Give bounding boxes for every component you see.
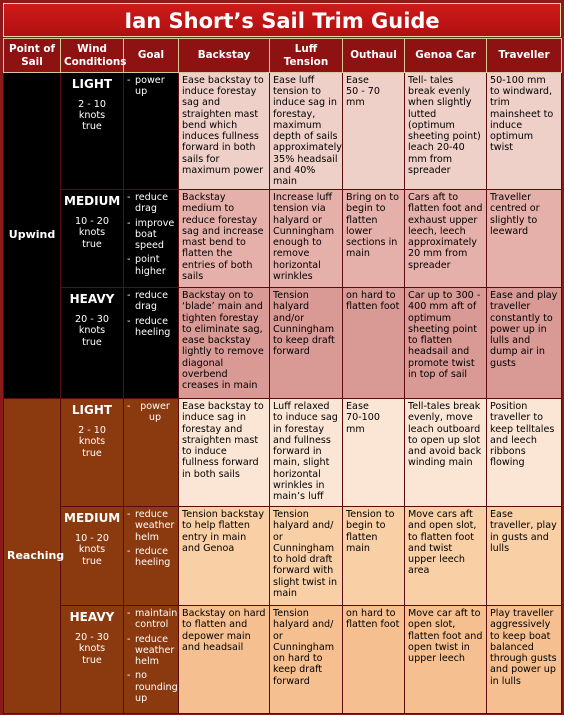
wind-conditions-cell (61, 606, 124, 714)
backstay-cell: Ease backstay to induce forestay sag and straighten mast bend which induces fullness forward in both sails for maximum power (179, 73, 270, 190)
goal-text: reduce drag (135, 192, 168, 215)
goal-item (127, 290, 175, 312)
bullet-dash: - (127, 75, 131, 86)
header-point-of-sail: Point of Sail (4, 39, 61, 73)
traveller-cell: Traveller centred or slightly to leeward (487, 190, 562, 288)
goal-list (127, 509, 175, 568)
backstay-cell: Backstay on hard to flatten and depower main and headsail (179, 606, 270, 714)
wind-knots: 2 - 10 knots true (78, 99, 106, 133)
genoa-car-cell: Car up to 300 - 400 mm aft of optimum sheeting point to flatten headsail and promote twist in top of sail (405, 288, 487, 399)
genoa-car-cell: Move car aft to open slot, flatten foot and open twist in upper leech (405, 606, 487, 714)
goal-item (127, 316, 175, 338)
luff-tension-cell: Luff relaxed to induce sag in forestay and fullness forward in main, slight horizontal wrinkles in main’s luff (270, 399, 343, 507)
traveller-cell: Ease traveller, play in gusts and lulls (487, 507, 562, 606)
bullet-dash: - (127, 254, 131, 266)
outhaul-cell: Ease 70-100 mm (343, 399, 405, 507)
goal-cell (124, 190, 179, 288)
genoa-car-cell: Tell-tales break evenly, move leach outboard to open up slot and avoid back winding main (405, 399, 487, 507)
table-row (4, 190, 562, 288)
goal-item (127, 254, 175, 276)
luff-tension-cell: Tension halyard and/ or Cunningham to hold draft forward with slight twist in main (270, 507, 343, 606)
header-outhaul: Outhaul (343, 39, 405, 73)
goal-cell (124, 73, 179, 190)
header-genoa-car: Genoa Car (405, 39, 487, 73)
goal-item (127, 192, 175, 214)
backstay-cell: Tension backstay to help flatten entry in main and Genoa (179, 507, 270, 606)
wind-knots: 20 - 30 knots true (75, 632, 109, 666)
goal-item (127, 509, 175, 543)
backstay-cell: Ease backstay to induce sag in forestay and straighten mast to induce fullness forward in both sails (179, 399, 270, 507)
traveller-cell: 50-100 mm to windward, trim mainsheet to induce optimum twist (487, 73, 562, 190)
goal-item (127, 546, 175, 568)
outhaul-cell: on hard to flatten foot (343, 288, 405, 399)
wind-level: LIGHT (71, 403, 113, 418)
header-backstay: Backstay (179, 39, 270, 73)
wind-conditions-cell (61, 190, 124, 288)
trim-table (3, 38, 562, 714)
bullet-dash: - (127, 633, 131, 645)
wind-conditions-cell (61, 288, 124, 399)
goal-cell (124, 399, 179, 507)
wind-knots: 10 - 20 knots true (75, 533, 109, 567)
wind-level: LIGHT (71, 77, 113, 91)
wind-level: MEDIUM (64, 511, 121, 526)
header-traveller: Traveller (487, 39, 562, 73)
luff-tension-cell: Ease luff tension to induce sag in forestay, maximum depth of sails approximately 35% headsail and 40% main (270, 73, 343, 190)
goal-text: reduce heeling (135, 545, 171, 569)
backstay-cell: Backstay on to ‘blade’ main and tighten forestay to eliminate sag, ease backstay lightly to remove diagonal overbend creases in main (179, 288, 270, 399)
goal-text: reduce drag (135, 290, 168, 313)
wind-knots: 10 - 20 knots true (75, 216, 109, 250)
goal-text: reduce heeling (135, 315, 171, 338)
goal-item (127, 608, 178, 631)
goal-list (127, 192, 175, 277)
goal-list (127, 608, 178, 704)
table-body (4, 73, 562, 714)
goal-cell (124, 606, 179, 714)
table-row (4, 507, 562, 606)
goal-text: point higher (135, 254, 166, 277)
traveller-cell: Play traveller aggressively to keep boat balanced through gusts and power up in lulls (487, 606, 562, 714)
goal-list (127, 290, 175, 338)
wind-conditions-cell (61, 73, 124, 190)
goal-list (127, 401, 175, 423)
goal-text: reduce weather helm (135, 509, 175, 543)
wind-knots: 20 - 30 knots true (75, 314, 109, 348)
luff-tension-cell: Increase luff tension via halyard or Cunningham enough to remove horizontal wrinkles (270, 190, 343, 288)
goal-text: reduce weather helm (135, 633, 175, 668)
wind-conditions-cell (61, 399, 124, 507)
genoa-car-cell: Cars aft to flatten foot and exhaust upper leech, leech approximately 20 mm from spreader (405, 190, 487, 288)
outhaul-cell: Ease 50 - 70 mm (343, 73, 405, 190)
goal-item (127, 634, 175, 668)
header-wind-conditions: Wind Conditions (61, 39, 124, 73)
header-goal: Goal (124, 39, 179, 73)
goal-cell (124, 507, 179, 606)
outhaul-cell: Bring on to begin to flatten lower sections in main (343, 190, 405, 288)
bullet-dash: - (127, 192, 131, 204)
bullet-dash: - (127, 509, 131, 521)
bullet-dash: - (127, 545, 131, 557)
table-row (4, 399, 562, 507)
bullet-dash: - (127, 401, 131, 413)
wind-level: HEAVY (69, 610, 115, 625)
traveller-cell: Ease and play traveller constantly to power up in lulls and dump air in gusts (487, 288, 562, 399)
traveller-cell: Position traveller to keep telltales and leech ribbons flowing (487, 399, 562, 507)
wind-knots: 2 - 10 knots true (78, 425, 106, 459)
table-row (4, 606, 562, 714)
wind-level: HEAVY (69, 292, 115, 307)
wind-level: MEDIUM (64, 194, 121, 209)
outhaul-cell: Tension to begin to flatten main (343, 507, 405, 606)
wind-conditions-cell (61, 507, 124, 606)
bullet-dash: - (127, 217, 131, 229)
goal-list (127, 75, 175, 97)
luff-tension-cell: Tension halyard and/ or Cunningham on hard to keep draft forward (270, 606, 343, 714)
goal-text: no rounding up (135, 670, 178, 704)
header-row (4, 39, 562, 73)
goal-cell (124, 288, 179, 399)
page-title: Ian Short’s Sail Trim Guide (3, 3, 561, 37)
goal-item (127, 401, 175, 423)
goal-item (127, 75, 175, 97)
goal-item (127, 218, 175, 252)
table-row (4, 288, 562, 399)
header-luff-tension: Luff Tension (270, 39, 343, 73)
goal-item (127, 670, 178, 704)
luff-tension-cell: Tension halyard and/or Cunningham to keep draft forward (270, 288, 343, 399)
table-row (4, 73, 562, 190)
bullet-dash: - (127, 670, 131, 682)
goal-text: power up (140, 401, 170, 424)
outhaul-cell: on hard to flatten foot (343, 606, 405, 714)
backstay-cell: Backstay medium to reduce forestay sag and increase mast bend to flatten the entries of both sails (179, 190, 270, 288)
genoa-car-cell: Move cars aft and open slot, to flatten foot and twist upper leech area (405, 507, 487, 606)
genoa-car-cell: Tell- tales break evenly when slightly lutted (optimum sheeting point) leach 20-40 mm from spreader (405, 73, 487, 190)
point-of-sail-upwind: Upwind (4, 73, 61, 399)
point-of-sail-reaching: Reaching (4, 399, 61, 714)
bullet-dash: - (127, 290, 131, 302)
bullet-dash: - (127, 315, 131, 327)
bullet-dash: - (127, 608, 131, 620)
goal-text: maintain control (135, 608, 178, 631)
goal-text: power up (135, 75, 165, 98)
goal-text: improve boat speed (135, 217, 175, 252)
